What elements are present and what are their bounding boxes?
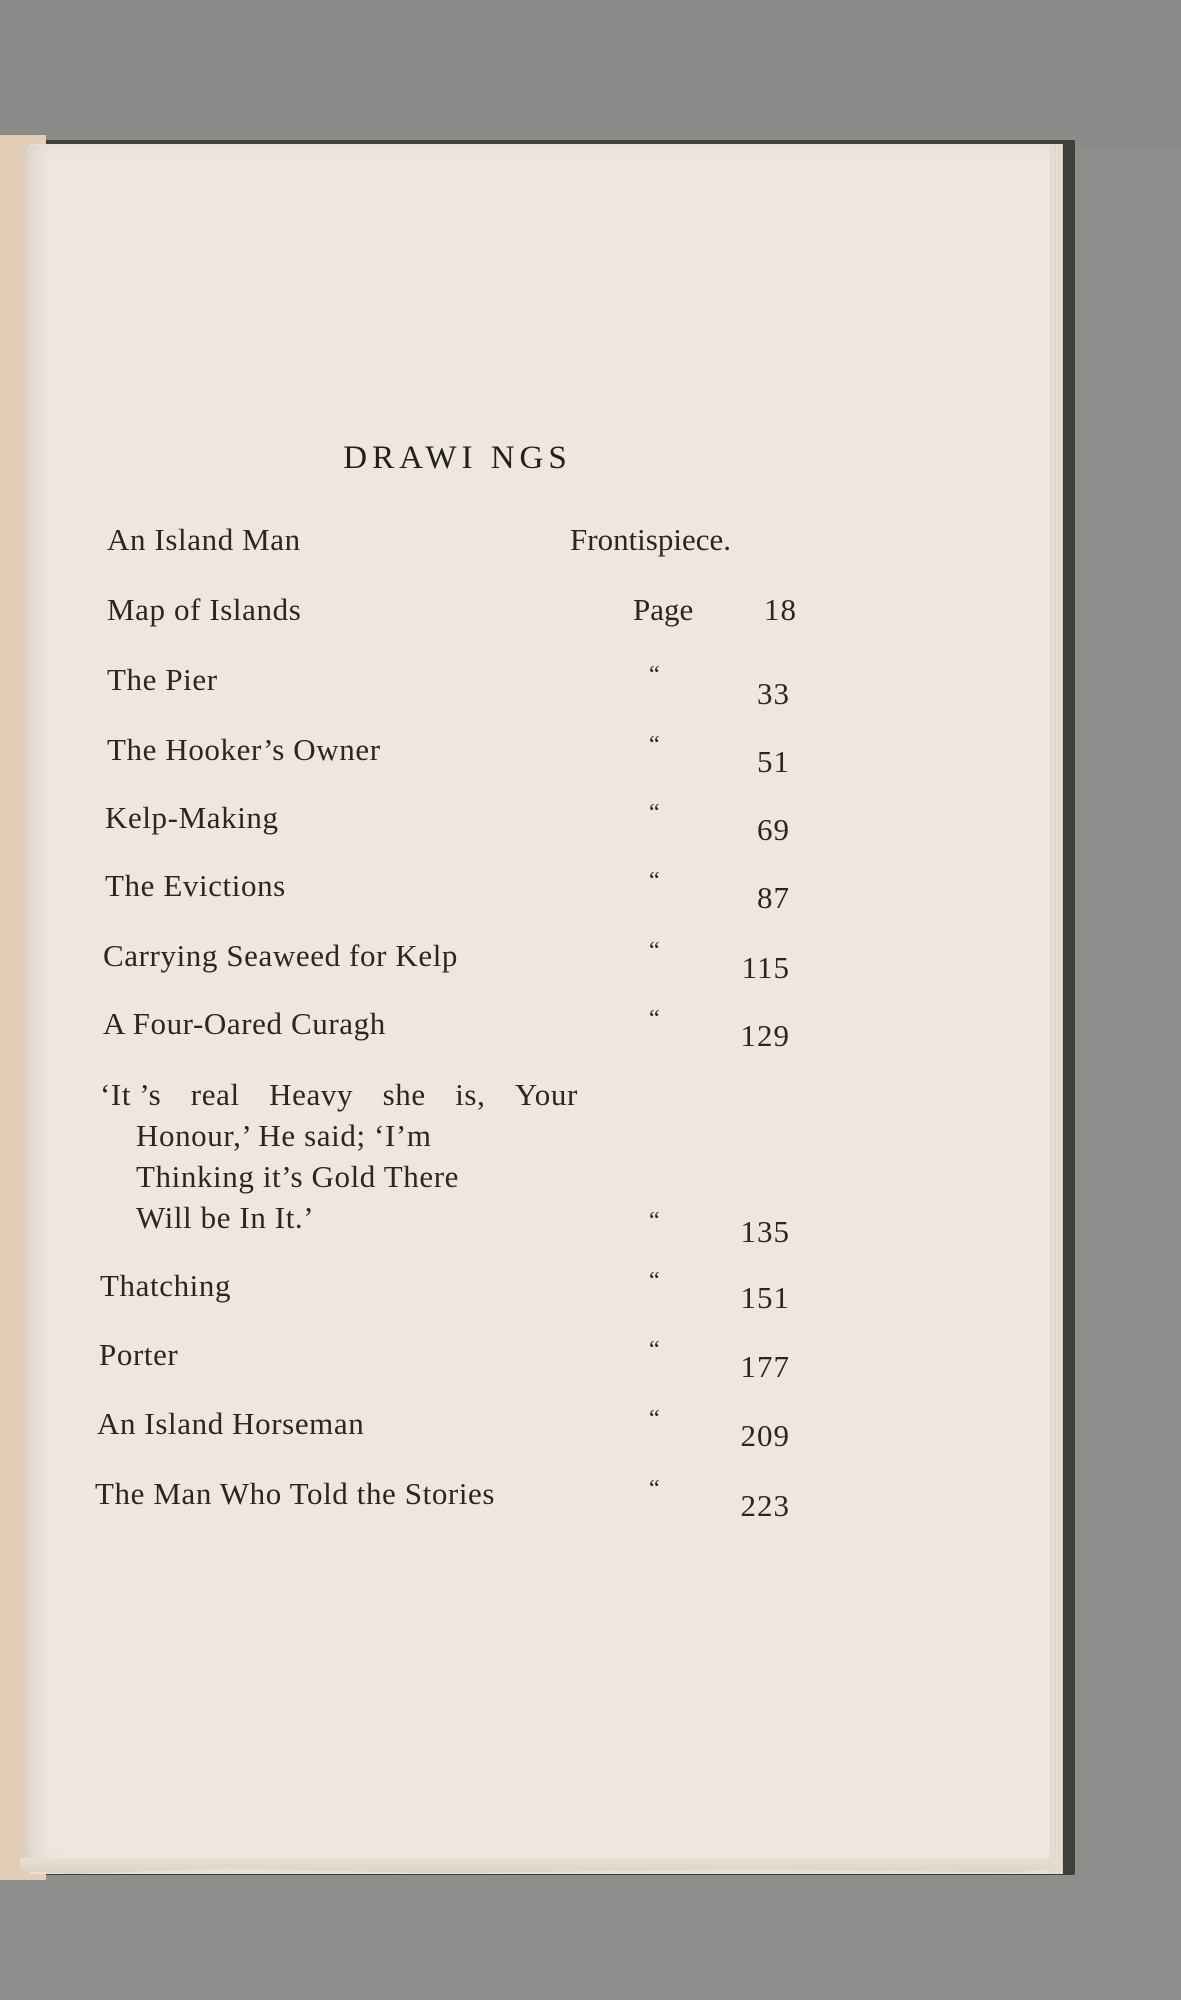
word: she bbox=[382, 1077, 426, 1112]
list-item-frontispiece bbox=[0, 522, 1181, 572]
entry-page-number: 33 bbox=[757, 676, 790, 711]
entry-label: Thatching bbox=[100, 1268, 232, 1303]
word: There bbox=[383, 1159, 459, 1194]
entry-page-number: 129 bbox=[740, 1018, 790, 1053]
entry-line: Will be In It.’ bbox=[136, 1200, 315, 1235]
entry-label: Porter bbox=[99, 1337, 179, 1372]
entry-page-number: 69 bbox=[757, 812, 790, 847]
entry-label: Kelp-Making bbox=[105, 800, 279, 835]
entry-label: Map of Islands bbox=[107, 592, 302, 627]
entry-page-number: 209 bbox=[740, 1418, 790, 1453]
word: He bbox=[258, 1118, 296, 1153]
entry-ditto-mark: “ bbox=[649, 1476, 660, 1502]
entry-label-multiline bbox=[100, 1074, 578, 1238]
list-item bbox=[0, 1337, 1181, 1387]
book-page bbox=[22, 146, 1050, 1864]
word: ‘I’m bbox=[374, 1118, 432, 1153]
word: Honour,’ bbox=[136, 1118, 251, 1153]
backdrop bbox=[0, 0, 1181, 150]
entry-page-number: 151 bbox=[740, 1280, 790, 1315]
entry-ditto-mark: “ bbox=[649, 868, 660, 894]
word: it’s bbox=[262, 1159, 304, 1194]
word: Gold bbox=[311, 1159, 376, 1194]
list-item bbox=[0, 1406, 1181, 1456]
entry-label: The Evictions bbox=[105, 868, 286, 903]
entry-ditto-mark: “ bbox=[649, 1268, 660, 1294]
entry-page-number: 177 bbox=[740, 1349, 790, 1384]
word: is, bbox=[455, 1077, 486, 1112]
word: Your bbox=[514, 1077, 578, 1112]
list-item bbox=[0, 592, 1181, 642]
word: said; bbox=[304, 1118, 366, 1153]
list-item-multiline bbox=[0, 1074, 1181, 1254]
entry-ditto-mark: “ bbox=[649, 800, 660, 826]
entry-label: The Pier bbox=[107, 662, 218, 697]
entry-ditto-mark: “ bbox=[649, 1006, 660, 1032]
entry-label: A Four-Oared Curagh bbox=[103, 1006, 386, 1041]
list-item bbox=[0, 868, 1181, 918]
page-title: DRAWI NGS bbox=[343, 440, 572, 476]
word: Heavy bbox=[269, 1077, 354, 1112]
list-item bbox=[0, 662, 1181, 712]
entry-line bbox=[100, 1115, 578, 1156]
entry-page-number: 135 bbox=[740, 1214, 790, 1249]
entry-line bbox=[100, 1074, 578, 1115]
entry-page-prefix: Page bbox=[633, 592, 694, 627]
entry-ditto-mark: “ bbox=[649, 1208, 660, 1234]
entry-ditto-mark: “ bbox=[649, 1337, 660, 1363]
list-item bbox=[0, 800, 1181, 850]
entry-page-number: 87 bbox=[757, 880, 790, 915]
word: Thinking bbox=[136, 1159, 255, 1194]
list-item bbox=[0, 1268, 1181, 1318]
entry-page-number: 115 bbox=[741, 950, 790, 985]
entry-ditto-mark: “ bbox=[649, 938, 660, 964]
list-item bbox=[0, 1006, 1181, 1056]
entry-ditto-mark: “ bbox=[649, 732, 660, 758]
list-item bbox=[0, 938, 1181, 988]
entry-page-number: 223 bbox=[740, 1488, 790, 1523]
entry-label: The Hooker’s Owner bbox=[107, 732, 381, 767]
entry-ditto-mark: “ bbox=[649, 662, 660, 688]
word: ‘It ’s bbox=[100, 1077, 162, 1112]
entry-label: The Man Who Told the Stories bbox=[95, 1476, 496, 1511]
entry-label: An Island Man bbox=[107, 522, 301, 557]
entry-ditto-mark: “ bbox=[649, 1406, 660, 1432]
entry-frontispiece-ref: Frontispiece. bbox=[570, 522, 731, 557]
word: real bbox=[190, 1077, 240, 1112]
entry-page-number: 51 bbox=[757, 744, 790, 779]
list-item bbox=[0, 1476, 1181, 1526]
entry-label: Carrying Seaweed for Kelp bbox=[103, 938, 459, 973]
entry-label: An Island Horseman bbox=[97, 1406, 365, 1441]
list-item bbox=[0, 732, 1181, 782]
entry-page-number: 18 bbox=[764, 592, 797, 627]
entry-line bbox=[100, 1156, 578, 1197]
